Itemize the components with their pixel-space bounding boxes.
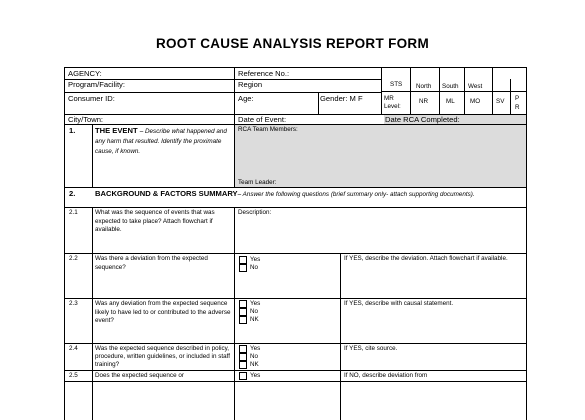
reference-no-label: Reference No.:	[238, 69, 290, 78]
option-label-nk: NK	[250, 316, 259, 323]
row-number: 2.3	[69, 300, 78, 307]
section1-description: – Describe what happened and any harm that resulted. Identify the proximate cause, if known.	[95, 128, 227, 155]
program-label: Program/Facility:	[68, 80, 125, 89]
sts-label: STS	[390, 81, 403, 88]
option-label-yes: Yes	[250, 345, 261, 352]
row-number: 2.4	[69, 345, 78, 352]
option-label-yes: Yes	[250, 256, 261, 263]
nr-label: NR	[419, 98, 429, 105]
row-question: What was the sequence of events that was expected to take place? Attach flowchart if available.	[95, 209, 215, 233]
team-leader-label: Team Leader:	[238, 179, 277, 186]
section1-title: THE EVENT	[95, 126, 138, 135]
section2-title: BACKGROUND & FACTORS SUMMARY	[95, 189, 238, 198]
rca-form	[64, 67, 527, 420]
consumer-id-label: Consumer ID:	[68, 94, 115, 103]
description-label: Description:	[238, 209, 272, 216]
checkbox-no[interactable]	[239, 353, 247, 361]
p-label: P	[515, 95, 520, 102]
section2-heading	[95, 189, 525, 199]
row-number: 2.1	[69, 209, 78, 216]
checkbox-nk[interactable]	[239, 316, 247, 324]
row-right-text: If NO, describe deviation from	[344, 372, 428, 379]
region-label: Region	[238, 80, 263, 89]
checkbox-yes[interactable]	[239, 300, 247, 308]
age-label: Age:	[238, 94, 254, 103]
north-label: North	[416, 83, 432, 90]
section1-number: 1.	[69, 126, 76, 135]
section1-heading	[95, 126, 232, 156]
checkbox-yes[interactable]	[239, 256, 247, 264]
gender-label: Gender: M F	[320, 94, 363, 103]
row-question: Was there a deviation from the expected sequence?	[95, 255, 208, 271]
row-right-text: If YES, describe with causal statement.	[344, 300, 454, 307]
option-label-nk: NK	[250, 361, 259, 368]
row-question: Was any deviation from the expected sequence likely to have led to or contributed to the adverse event?	[95, 300, 231, 324]
row-question: Was the expected sequence described in policy, procedure, written guidelines, or included in staff training?	[95, 345, 230, 369]
option-label-no: No	[250, 353, 259, 360]
page-title: ROOT CAUSE ANALYSIS REPORT FORM	[155, 36, 430, 51]
checkbox-yes[interactable]	[239, 372, 247, 380]
mr-level-label: MR Level:	[384, 95, 401, 110]
city-label: City/Town:	[68, 115, 104, 124]
row-number: 2.2	[69, 255, 78, 262]
west-label: West	[468, 83, 483, 90]
section2-description: – Answer the following questions (brief summary only- attach supporting documents).	[237, 191, 475, 198]
option-label-no: No	[250, 264, 259, 271]
sv-label: SV	[496, 98, 505, 105]
row-right-text: If YES, cite source.	[344, 345, 398, 352]
option-label-yes: Yes	[250, 300, 261, 307]
row-number: 2.5	[69, 372, 78, 379]
date-of-event-label: Date of Event:	[238, 115, 287, 124]
agency-label: AGENCY:	[68, 69, 102, 78]
date-rca-completed-label: Date RCA Completed:	[385, 115, 460, 124]
checkbox-no[interactable]	[239, 308, 247, 316]
checkbox-yes[interactable]	[239, 345, 247, 353]
checkbox-nk[interactable]	[239, 361, 247, 369]
checkbox-no[interactable]	[239, 264, 247, 272]
option-label-no: No	[250, 308, 259, 315]
option-label-yes: Yes	[250, 372, 261, 379]
row-right-text: If YES, describe the deviation. Attach flowchart if available.	[344, 255, 508, 262]
r-label: R	[515, 104, 520, 111]
event-shaded-area	[234, 125, 527, 187]
mo-label: MO	[470, 98, 481, 105]
south-label: South	[442, 83, 459, 90]
row-question: Does the expected sequence or	[95, 372, 184, 379]
section2-number: 2.	[69, 189, 76, 198]
rca-team-members-label: RCA Team Members:	[238, 126, 298, 133]
ml-label: ML	[446, 98, 455, 105]
